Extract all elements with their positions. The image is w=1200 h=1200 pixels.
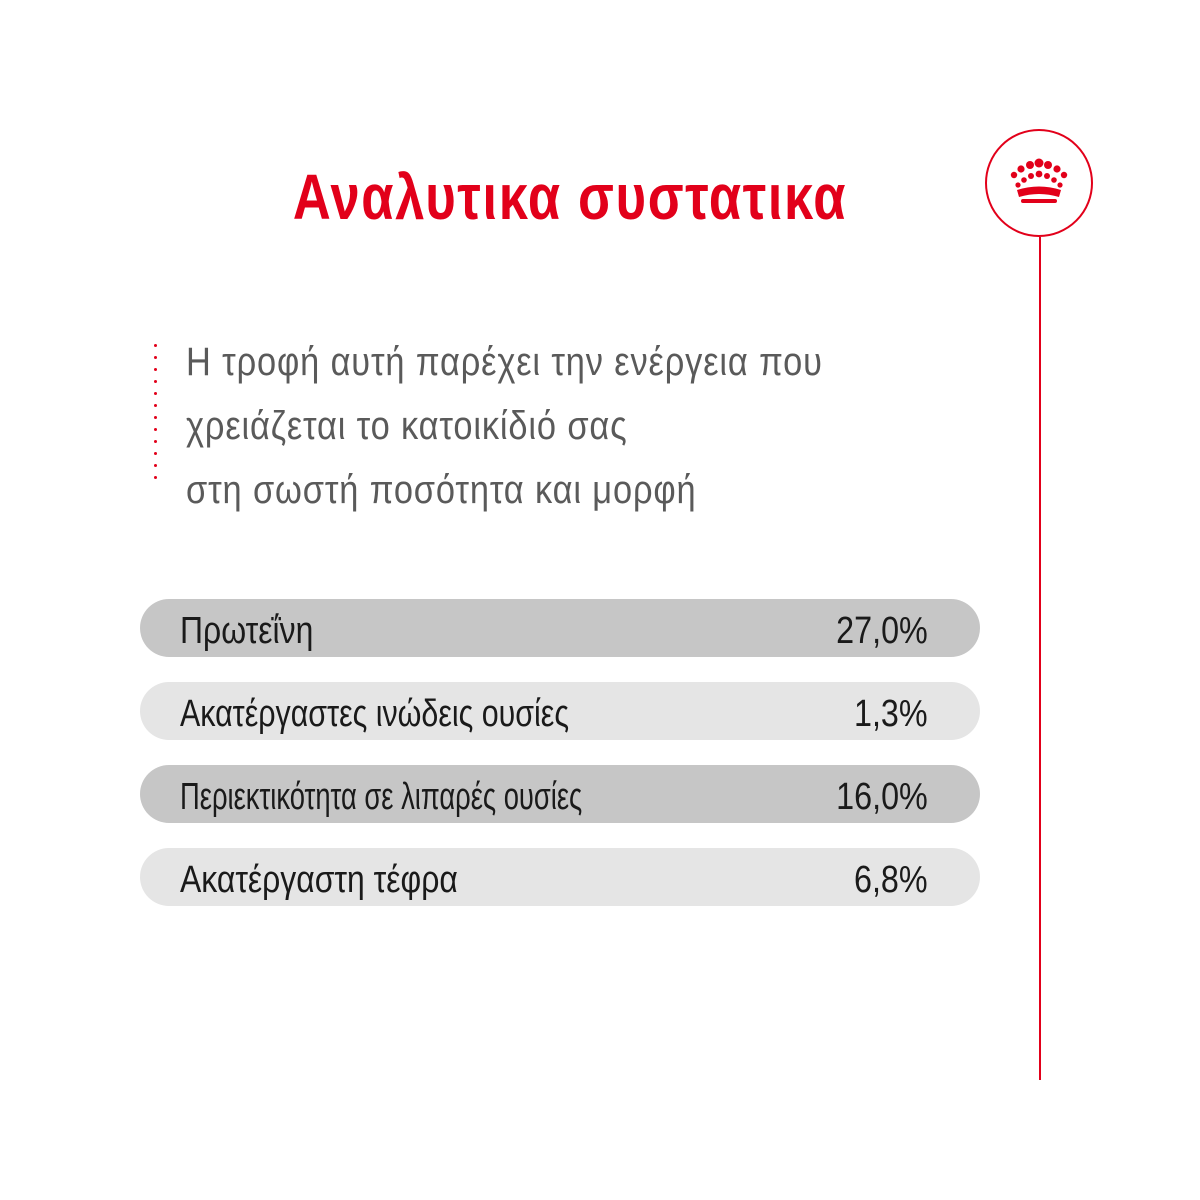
nutrient-row-fat <box>140 765 980 823</box>
crown-icon <box>1007 157 1071 209</box>
brand-logo <box>985 129 1093 237</box>
intro-line: Η τροφή αυτή παρέχει την ενέργεια που <box>186 340 823 384</box>
nutrient-label: Ακατέργαστες ινώδεις ουσίες <box>180 693 569 735</box>
nutrient-label: Πρωτεΐνη <box>180 610 314 652</box>
nutrient-value: 27,0% <box>836 610 928 652</box>
dotted-divider <box>154 344 158 488</box>
nutrient-row-protein <box>140 599 980 657</box>
nutrient-value: 1,3% <box>854 693 928 735</box>
nutrient-label: Ακατέργαστη τέφρα <box>180 859 458 901</box>
nutrient-row-fibre <box>140 682 980 740</box>
nutrient-table <box>140 599 980 931</box>
nutrient-label: Περιεκτικότητα σε λιπαρές ουσίες <box>180 776 583 818</box>
nutrient-value: 16,0% <box>836 776 928 818</box>
intro-line: χρειάζεται το κατοικίδιό σας <box>186 404 628 448</box>
intro-line: στη σωστή ποσότητα και μορφή <box>186 468 697 512</box>
page-title: Αναλυτικα συστατικα <box>292 161 848 233</box>
nutrient-value: 6,8% <box>854 859 928 901</box>
vertical-divider <box>1039 237 1041 1080</box>
nutrient-row-ash <box>140 848 980 906</box>
intro-text <box>186 330 926 522</box>
